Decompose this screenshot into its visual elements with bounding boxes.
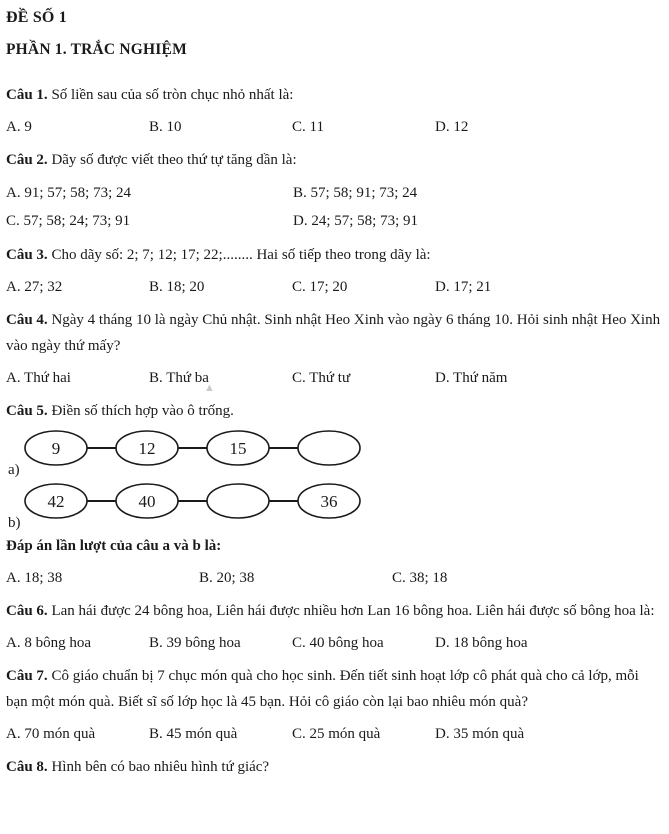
question-label: Câu 6. xyxy=(6,603,48,619)
option-c: C. Thứ tư xyxy=(292,370,351,386)
sequence-diagram-a xyxy=(6,427,366,477)
option-a: A. Thứ hai xyxy=(6,370,71,386)
option-d: D. 18 bông hoa xyxy=(435,635,528,651)
sequence-diagram-b xyxy=(6,480,366,530)
options-row xyxy=(6,365,661,391)
question-body-text: Lan hái được 24 bông hoa, Liên hái được nhiều hơn Lan 16 bông hoa. Liên hái được số bông hoa là: xyxy=(51,603,655,619)
option-a: A. 27; 32 xyxy=(6,279,63,295)
option-b: B. 10 xyxy=(149,119,182,135)
question-text xyxy=(6,307,661,359)
option-b: B. 18; 20 xyxy=(149,279,205,295)
question-body-text: Số liền sau của số tròn chục nhỏ nhất là: xyxy=(51,87,294,103)
question-3 xyxy=(6,242,661,300)
option-a: A. 91; 57; 58; 73; 24 xyxy=(6,185,132,201)
option-c: C. 57; 58; 24; 73; 91 xyxy=(6,213,131,229)
options-row xyxy=(6,274,661,300)
options-row xyxy=(6,565,661,591)
question-body-text: Hình bên có bao nhiêu hình tứ giác? xyxy=(51,759,270,775)
question-label: Câu 4. xyxy=(6,312,48,328)
question-text xyxy=(6,147,661,173)
oval-blank[interactable] xyxy=(298,431,360,465)
question-body-text: Dãy số được viết theo thứ tự tăng dần là: xyxy=(51,152,297,168)
question-7 xyxy=(6,663,661,747)
oval-value: 36 xyxy=(320,492,338,511)
option-c: C. 40 bông hoa xyxy=(292,635,384,651)
question-label: Câu 1. xyxy=(6,87,48,103)
option-a: A. 8 bông hoa xyxy=(6,635,91,651)
option-c: C. 11 xyxy=(292,119,324,135)
option-b: B. 39 bông hoa xyxy=(149,635,241,651)
oval-value: 9 xyxy=(51,439,61,458)
option-c: C. 25 món quà xyxy=(292,726,381,742)
option-d: D. 17; 21 xyxy=(435,279,492,295)
oval-value: 40 xyxy=(138,492,156,511)
question-label: Câu 8. xyxy=(6,759,48,775)
option-c: C. 38; 18 xyxy=(392,570,448,586)
question-label: Câu 5. xyxy=(6,403,48,419)
diagram-row-label: a) xyxy=(8,462,20,477)
question-label: Câu 7. xyxy=(6,668,48,684)
option-a: A. 9 xyxy=(6,119,32,135)
option-d: D. 35 món quà xyxy=(435,726,525,742)
question-1 xyxy=(6,82,661,140)
question-body-text: Điền số thích hợp vào ô trống. xyxy=(51,403,234,419)
question-6 xyxy=(6,598,661,656)
page-title: ĐỀ SỐ 1 xyxy=(6,9,67,26)
question-5 xyxy=(6,382,661,591)
option-d: D. 12 xyxy=(435,119,469,135)
option-a: A. 70 món quà xyxy=(6,726,96,742)
question-body-text: Ngày 4 tháng 10 là ngày Chủ nhật. Sinh nhật Heo Xinh vào ngày 6 tháng 10. Hỏi sinh nhật Heo Xinh vào ngày thứ mấy? xyxy=(6,312,661,354)
answer-prompt: Đáp án lần lượt của câu a và b là: xyxy=(6,538,222,554)
option-b: B. 57; 58; 91; 73; 24 xyxy=(293,185,418,201)
option-b: B. Thứ ba xyxy=(149,370,209,386)
section-heading: PHẦN 1. TRẮC NGHIỆM xyxy=(6,41,187,58)
oval-value: 12 xyxy=(138,439,156,458)
question-text xyxy=(6,598,661,624)
question-text xyxy=(6,82,661,108)
question-text xyxy=(6,663,661,715)
options-grid xyxy=(6,179,661,235)
option-b: B. 45 món quà xyxy=(149,726,238,742)
option-b: B. 20; 38 xyxy=(199,570,255,586)
diagram-row-label: b) xyxy=(8,515,21,530)
question-text xyxy=(6,754,661,780)
options-row xyxy=(6,114,661,140)
options-row xyxy=(6,630,661,656)
question-body-text: Cho dãy số: 2; 7; 12; 17; 22;........ Hai số tiếp theo trong dãy là: xyxy=(51,247,431,263)
options-row xyxy=(6,721,661,747)
question-2 xyxy=(6,147,661,235)
question-text xyxy=(6,242,661,268)
question-4 xyxy=(6,307,661,391)
option-d: D. Thứ năm xyxy=(435,370,508,386)
option-c: C. 17; 20 xyxy=(292,279,348,295)
oval-blank[interactable] xyxy=(207,484,269,518)
scroll-cursor-artifact: ▲ xyxy=(204,382,215,394)
question-label: Câu 2. xyxy=(6,152,48,168)
option-a: A. 18; 38 xyxy=(6,570,63,586)
question-text xyxy=(6,398,661,424)
oval-value: 15 xyxy=(229,439,247,458)
test-document xyxy=(6,9,661,780)
oval-value: 42 xyxy=(47,492,65,511)
question-body-text: Cô giáo chuẩn bị 7 chục món quà cho học sinh. Đến tiết sinh hoạt lớp cô phát quà cho cả lớp, mỗi bạn một món quà. Biết sĩ số lớp học là 45 bạn. Hỏi cô giáo còn lại bao nhiêu món quà? xyxy=(6,668,639,710)
question-label: Câu 3. xyxy=(6,247,48,263)
question-8 xyxy=(6,754,661,780)
option-d: D. 24; 57; 58; 73; 91 xyxy=(293,213,419,229)
